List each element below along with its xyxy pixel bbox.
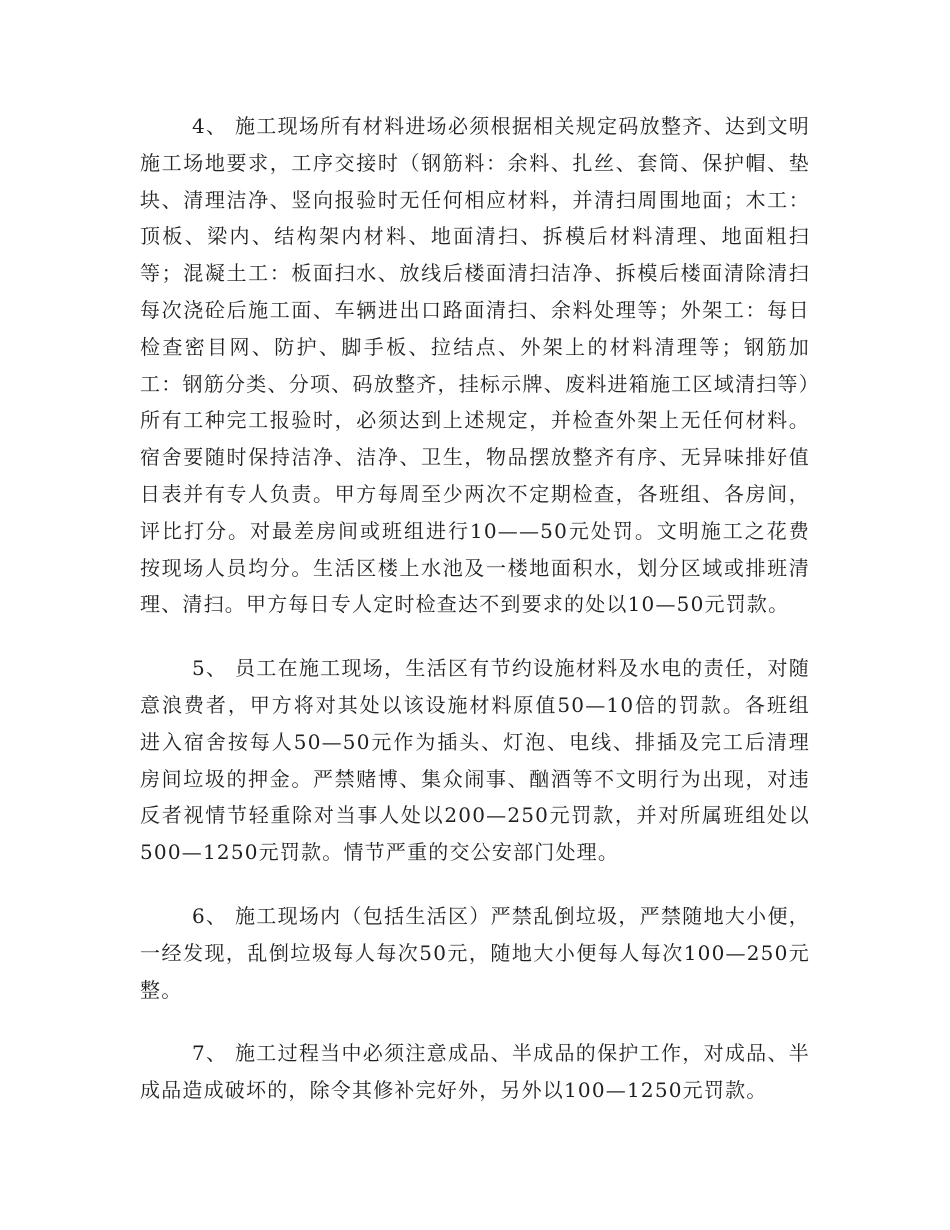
paragraph-item-4: 4、 施工现场所有材料进场必须根据相关规定码放整齐、达到文明施工场地要求，工序交接时（钢筋料：余料、扎丝、套筒、保护帽、垫块、清理洁净、竖向报验时无任何相应材料，并清扫周围地面；木工：顶板、梁内、结构架内材料、地面清扫、拆模后材料清理、地面粗扫等；混凝土工：板面扫水、放线后楼面清扫洁净、拆模后楼面清除清扫每次浇砼后施工面、车辆进出口路面清扫、余料处理等；外架工：每日检查密目网、防护、脚手板、拉结点、外架上的材料清理等；钢筋加工：钢筋分类、分项、码放整齐，挂标示牌、废料进箱施工区域清扫等）所有工种完工报验时，必须达到上述规定，并检查外架上无任何材料。宿舍要随时保持洁净、洁净、卫生，物品摆放整齐有序、无异味排好值日表并有专人负责。甲方每周至少两次不定期检查，各班组、各房间，评比打分。对最差房间或班组进行10——50元处罚。文明施工之花费按现场人员均分。生活区楼上水池及一楼地面积水，划分区域或排班清理、清扫。甲方每日专人定时检查达不到要求的处以10—50元罚款。	[140, 114, 810, 617]
document-body	[140, 108, 810, 1109]
paragraph-item-6: 6、 施工现场内（包括生活区）严禁乱倒垃圾，严禁随地大小便，一经发现，乱倒垃圾每人每次50元，随地大小便每人每次100—250元整。	[140, 903, 810, 1002]
paragraph-item-7: 7、 施工过程当中必须注意成品、半成品的保护工作，对成品、半成品造成破坏的，除令其修补完好外，另外以100—1250元罚款。	[140, 1041, 810, 1103]
paragraph-item-5: 5、 员工在施工现场，生活区有节约设施材料及水电的责任，对随意浪费者，甲方将对其处以该设施材料原值50—10倍的罚款。各班组进入宿舍按每人50—50元作为插头、灯泡、电线、排插及完工后清理房间垃圾的押金。严禁赌博、集众闹事、酗酒等不文明行为出现，对违反者视情节轻重除对当事人处以200—250元罚款，并对所属班组处以500—1250元罚款。情节严重的交公安部门处理。	[140, 656, 810, 865]
